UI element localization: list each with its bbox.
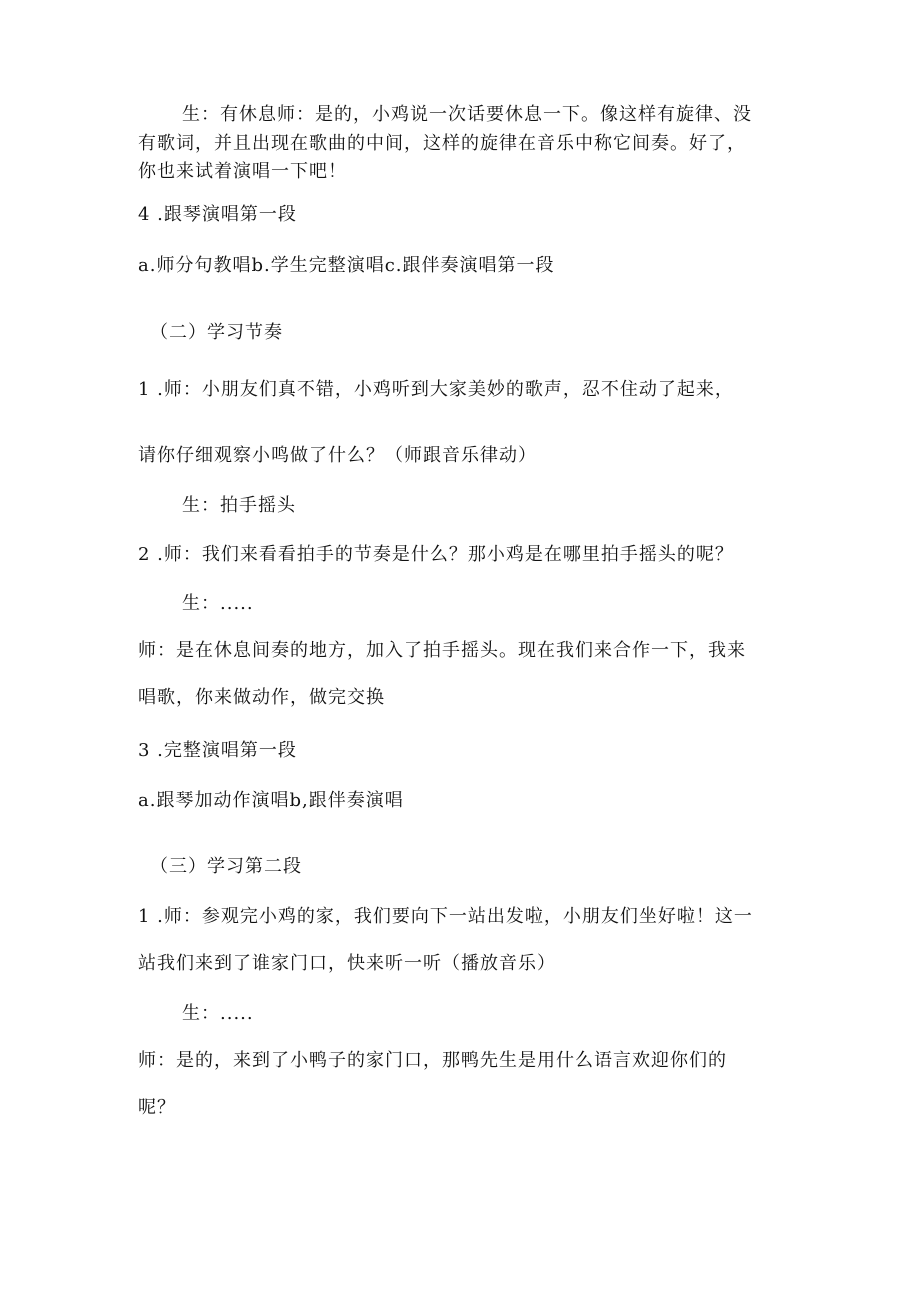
- paragraph-line-7: 1 .师：小朋友们真不错，小鸡听到大家美妙的歌声，忍不住动了起来，: [138, 379, 734, 400]
- section-heading-2: （二）学习节奏: [150, 322, 283, 343]
- paragraph-line-3: 你也来试着演唱一下吧！: [138, 161, 347, 182]
- paragraph-line-21: 呢？: [138, 1097, 176, 1118]
- paragraph-line-15: a.跟琴加动作演唱b,跟伴奏演唱: [138, 790, 404, 811]
- paragraph-line-13: 唱歌，你来做动作，做完交换: [138, 687, 385, 708]
- paragraph-line-17: 1 .师：参观完小鸡的家，我们要向下一站出发啦，小朋友们坐好啦！这一: [138, 906, 753, 927]
- section-heading-3: （三）学习第二段: [150, 856, 302, 877]
- paragraph-line-1: 生：有休息师：是的，小鸡说一次话要休息一下。像这样有旋律、没: [182, 104, 752, 125]
- paragraph-line-8: 请你仔细观察小鸣做了什么？（师跟音乐律动）: [138, 445, 537, 466]
- student-reply-2: 生：.....: [182, 593, 254, 614]
- paragraph-line-20: 师：是的，来到了小鸭子的家门口，那鸭先生是用什么语言欢迎你们的: [138, 1050, 727, 1071]
- paragraph-line-2: 有歌词，并且出现在歌曲的中间，这样的旋律在音乐中称它间奏。好了，: [138, 133, 746, 154]
- student-reply-1: 生：拍手摇头: [182, 495, 296, 516]
- paragraph-line-5: a.师分句教唱b.学生完整演唱c.跟伴奏演唱第一段: [138, 255, 555, 276]
- student-reply-3: 生：.....: [182, 1003, 254, 1024]
- list-item-4-heading: 4 .跟琴演唱第一段: [138, 204, 297, 225]
- paragraph-line-10: 2 .师：我们来看看拍手的节奏是什么？那小鸡是在哪里拍手摇头的呢？: [138, 544, 734, 565]
- paragraph-line-12: 师：是在休息间奏的地方，加入了拍手摇头。现在我们来合作一下，我来: [138, 640, 746, 661]
- list-item-3-heading: 3 .完整演唱第一段: [138, 740, 297, 761]
- paragraph-line-18: 站我们来到了谁家门口，快来听一听（播放音乐）: [138, 953, 556, 974]
